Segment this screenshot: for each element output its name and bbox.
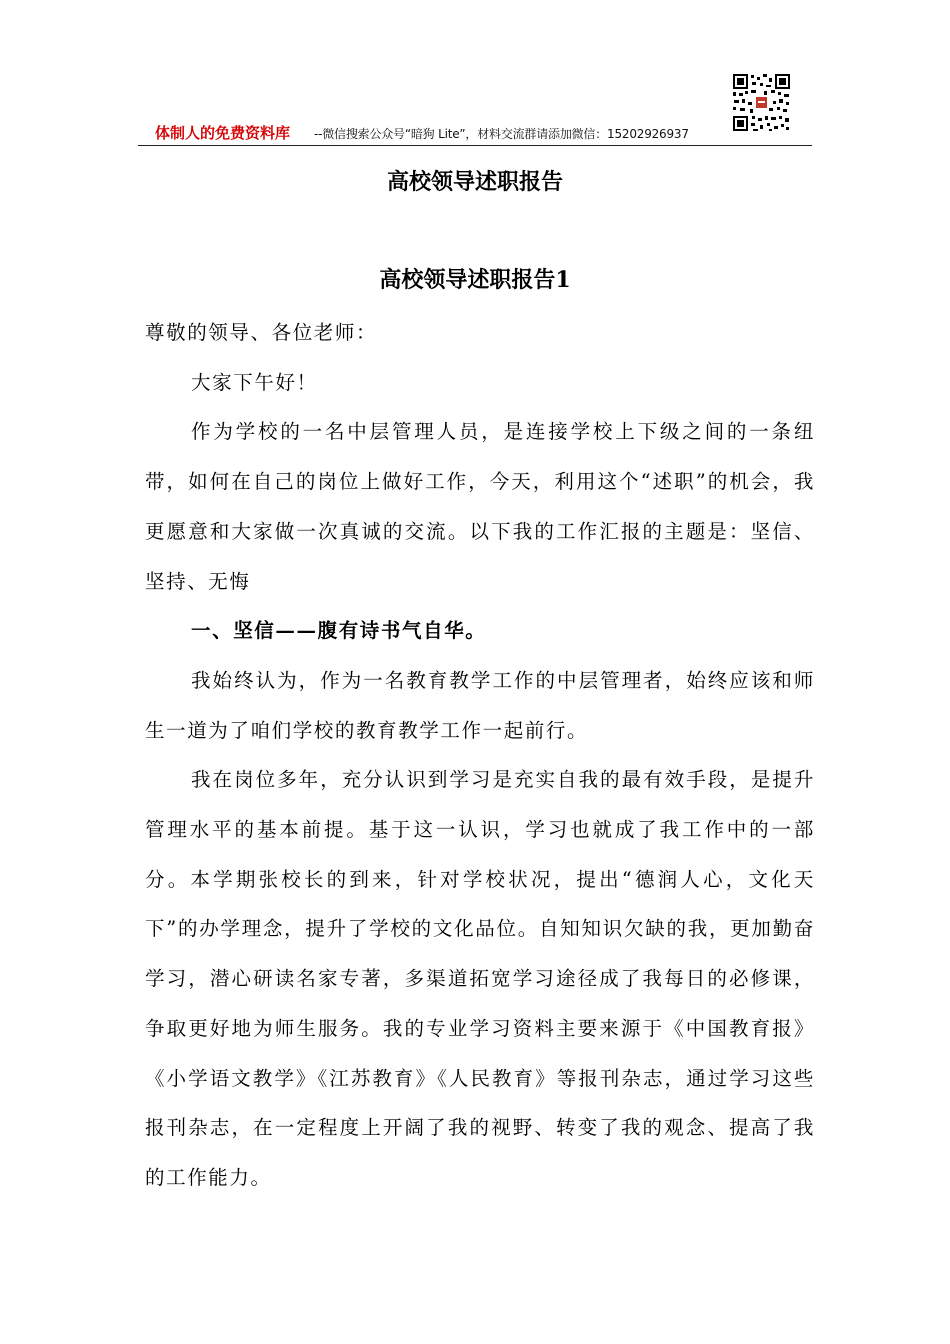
header-note: --微信搜索公众号“暗狗 Lite”，材料交流群请添加微信：15202926937 [314, 127, 689, 141]
page-header [138, 116, 812, 146]
paragraph: 我始终认为，作为一名教育教学工作的中层管理者，始终应该和师生一道为了咱们学校的教育教学工作一起前行。 [145, 668, 815, 742]
subheading: 一、坚信——腹有诗书气自华。 [191, 619, 487, 643]
salutation: 尊敬的领导、各位老师： [145, 321, 378, 344]
header-divider [138, 145, 812, 146]
greeting: 大家下午好！ [191, 370, 318, 394]
section-title: 高校领导述职报告1 [379, 267, 571, 293]
paragraph: 作为学校的一名中层管理人员，是连接学校上下级之间的一条纽带，如何在自己的岗位上做好工作，今天，利用这个“述职”的机会，我更愿意和大家做一次真诚的交流。以下我的工作汇报的主题是：坚信、坚持、无悔 [145, 420, 815, 593]
document-title: 高校领导述职报告 [386, 169, 563, 195]
document-body [145, 308, 815, 1203]
header-brand: 体制人的免费资料库 [155, 124, 291, 142]
paragraph: 我在岗位多年，充分认识到学习是充实自我的最有效手段，是提升管理水平的基本前提。基于这一认识，学习也就成了我工作中的一部分。本学期张校长的到来，针对学校状况，提出“德润人心，文化天下”的办学理念，提升了学校的文化品位。自知知识欠缺的我，更加勤奋学习，潜心研读名家专著，多渠道拓宽学习途径成了我每日的必修课，争取更好地为师生服务。我的专业学习资料主要来源于《中国教育报》《小学语文教学》《江苏教育》《人民教育》等报刊杂志，通过学习这些报刊杂志，在一定程度上开阔了我的视野、转变了我的观念、提高了我的工作能力。 [145, 768, 815, 1189]
qr-code-icon [731, 72, 792, 133]
